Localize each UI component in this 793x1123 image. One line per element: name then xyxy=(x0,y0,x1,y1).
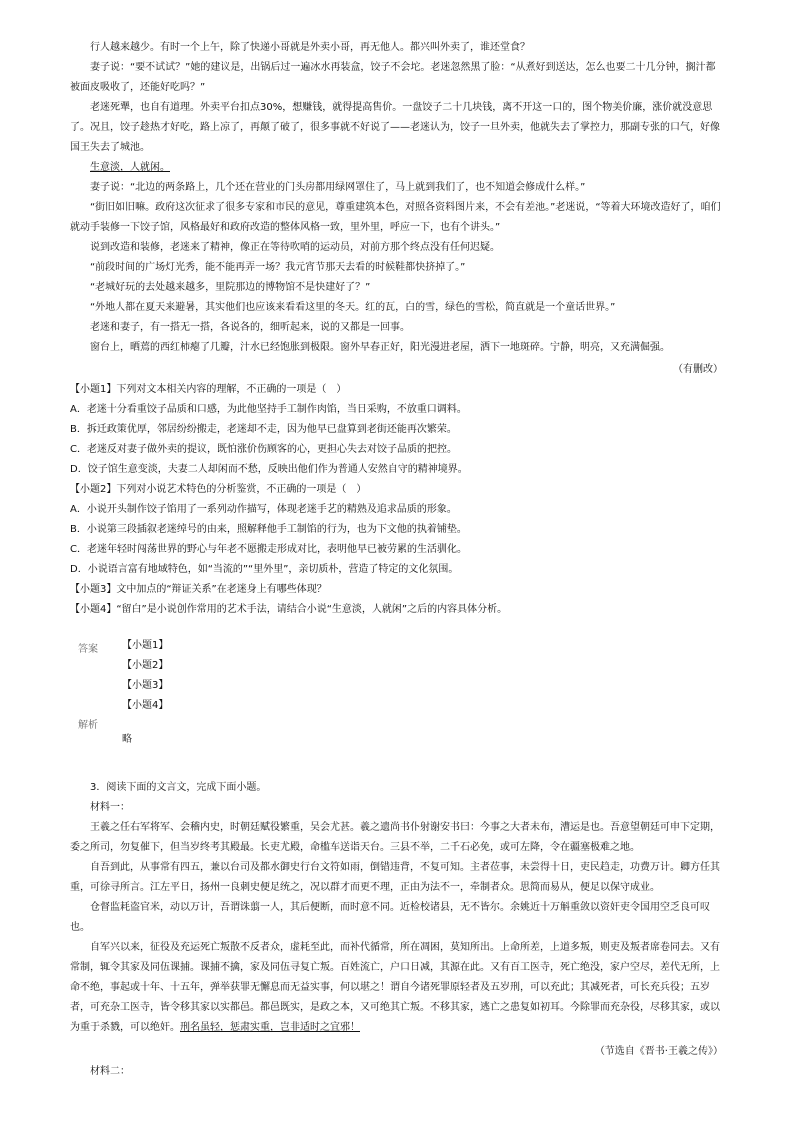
story-paragraph: “街旧如旧嘛。政府这次征求了很多专家和市民的意见，尊重建筑本色，对照各资料图片来，不会有差池。”老迷说，“等着大环境改造好了，咱们就动手装修一下饺子馆，风格最好和政府改造的整体风格一致，里外里，呼应一下，也有个讲头。” xyxy=(70,202,721,233)
story-paragraph: “外地人都在夏天来避暑，其实他们也应该来看看这里的冬天。红的瓦，白的雪，绿色的雪松，简直就是一个童话世界。” xyxy=(90,302,616,313)
answer-item: 【小题4】 xyxy=(122,700,169,711)
question-1-option-a: A．老迷十分看重饺子品质和口感，为此他坚持手工制作肉馅，当日采购，不放重口调料。 xyxy=(70,404,467,415)
classical-paragraph: 自吾到此，从事常有四五，兼以台司及都水御史行台文符如雨，倒错违背，不复可知。主者莅事，未尝得十日，吏民趋走，功费万计。卿方任其重，可徐寻所言。江左平日，扬州一良刺史便足统之，况以群才而更不理，正由为法不一，牵制者众。思简而易从，便足以保守成业。 xyxy=(70,862,720,893)
story-paragraph-underlined xyxy=(70,158,725,178)
section-heading: 3．阅读下面的文言文，完成下面小题。 xyxy=(90,782,267,793)
story-paragraph: 说到改造和装修，老迷来了精神，像正在等待吹哨的运动员，对前方那个终点没有任何迟疑。 xyxy=(90,242,500,253)
question-1-option-d: D．饺子馆生意变淡，夫妻二人却闲而不愁，反映出他们作为普通人安然自守的精神境界。 xyxy=(70,464,468,475)
analysis-label: 解析 xyxy=(78,720,98,731)
question-4: 【小题4】“留白”是小说创作常用的艺术手法，请结合小说“生意淡，人就闲”之后的内容具体分析。 xyxy=(70,604,508,615)
answer-item: 【小题2】 xyxy=(122,660,169,671)
question-2-option-d: D．小说语言富有地域特色，如“当流的”“里外里”，亲切质朴，营造了特定的文化氛围。 xyxy=(70,564,459,575)
question-1-option-b: B．拆迁政策优厚，邻居纷纷搬走，老迷却不走，因为他早已盘算到老街还能再次繁荣。 xyxy=(70,424,457,435)
story-paragraph: “前段时间的广场灯光秀，能不能再弄一场？我元宵节那天去看的时候鞋都快挤掉了。” xyxy=(90,262,466,273)
question-2: 【小题2】下列对小说艺术特色的分析鉴赏，不正确的一项是（ ） xyxy=(70,484,367,495)
underlined-phrase: 生意淡，人就闲。 xyxy=(90,162,170,173)
question-2-option-b: B．小说第三段插叙老迷绰号的由来，照解释他手工制馅的行为，也为下文他的执着铺垫。 xyxy=(70,524,467,535)
classical-source-note: （节选自《晋书·王羲之传》） xyxy=(594,1046,723,1057)
underlined-sentence: 刑名虽轻，惩肃实重，岂非适时之宜邪！ xyxy=(180,1022,360,1033)
answer-label: 答案 xyxy=(78,644,98,655)
question-2-option-a: A．小说开头制作饺子馅用了一系列动作描写，体现老迷手艺的精熟及追求品质的形象。 xyxy=(70,504,457,515)
question-3: 【小题3】文中加点的“辩证关系”在老迷身上有哪些体现？ xyxy=(70,584,327,595)
story-paragraph: 妻子说：“北边的两条路上，几个还在营业的门头房都用绿网罩住了，马上就到我们了，也不知道会修成什么样。” xyxy=(90,182,586,193)
question-1-option-c: C．老迷反对妻子做外卖的提议，既怕涨价伤顾客的心，更担心失去对饺子品质的把控。 xyxy=(70,444,457,455)
classical-paragraph: 王羲之任右军将军、会稽内史，时朝廷赋役繁重，吴会尤甚。羲之遗尚书仆射谢安书曰：今事之大者未布，漕运是也。吾意望朝廷可申下定期，委之所司，勿复催下，但当岁终考其殿最。长吏尤殿，命槛车送诣天台。三县不举，二千石必免，或可左降，令在疆塞极难之地。 xyxy=(70,822,720,853)
material-label: 材料一： xyxy=(90,802,130,813)
analysis-text: 略 xyxy=(122,734,132,745)
classical-paragraph xyxy=(70,938,725,1038)
question-2-option-c: C．老迷年轻时闯荡世界的野心与年老不愿搬走形成对比，表明他早已被劳累的生活驯化。 xyxy=(70,544,467,555)
answer-item: 【小题1】 xyxy=(122,640,169,651)
story-paragraph: 窗台上，晒蔫的西红柿瘪了几瓣，汁水已经饱胀到极限。窗外早春正好，阳光漫进老屋，洒下一地斑碎。宁静，明亮，又充满倔强。 xyxy=(90,342,670,353)
answer-item: 【小题3】 xyxy=(122,680,169,691)
material-label: 材料二： xyxy=(90,1066,130,1077)
story-paragraph: “老城好玩的去处越来越多，里院那边的博物馆不是快建好了？” xyxy=(90,282,371,293)
story-paragraph: 妻子说：“要不试试？”她的建议是，出锅后过一遍冰水再装盒，饺子不会坨。老迷忽然黑了脸：“从煮好到送达，怎么也要二十几分钟，搁汁都被面皮吸收了，还能好吃吗？” xyxy=(70,62,716,93)
question-1: 【小题1】下列对文本相关内容的理解，不正确的一项是（ ） xyxy=(70,384,347,395)
story-source-note: （有删改） xyxy=(673,364,723,375)
story-paragraph: 行人越来越少。有时一个上午，除了快递小哥就是外卖小哥，再无他人。都兴叫外卖了，谁还堂食？ xyxy=(90,42,530,53)
classical-paragraph-text: 自军兴以来，征役及充运死亡叛散不反者众，虚耗至此，而补代循常，所在凋困，莫知所出。上命所差，上道多叛，则吏及叛者席卷同去。又有常制，辄令其家及同伍课捕。课捕不擒，家及同伍寻复亡叛。百姓流亡，户口日减，其源在此。又有百工医寺，死亡绝没，家户空尽，差代无所，上命不绝，事起或十年、十五年，弹举获罪无懈息而无益实事，何以堪之！谓自今诸死罪原轻者及五岁刑，可以充此；其减死者，可长充兵役；五岁者，可充杂工医寺，皆令移其家以实都邑。都邑既实，是政之本，又可绝其亡叛。不移其家，逃亡之患复如初耳。今除罪而充杂役，尽移其家，或以为重于杀戮，可以绝奸。 xyxy=(70,942,720,1033)
story-paragraph: 老迷死犟，也自有道理。外卖平台扣点30%，想赚钱，就得提高售价。一盘饺子二十几块钱，离不开这一口的，图个物美价廉，涨价就没意思了。况且，饺子趁热才好吃，路上凉了，再颠了破了，很多事就不好说了——老迷认为，饺子一旦外卖，他就失去了掌控力，那副专张的口气，好像国王失去了城池。 xyxy=(70,102,720,153)
story-paragraph: 老迷和妻子，有一搭无一搭，各说各的，细听起来，说的又都是一回事。 xyxy=(90,322,410,333)
classical-paragraph: 仓督监耗盗官米，动以万计，吾谓诛翦一人，其后便断，而时意不同。近检校诸县，无不皆尔。余姚近十万斛重敛以资奸吏令国用空乏良可叹也。 xyxy=(70,902,710,933)
